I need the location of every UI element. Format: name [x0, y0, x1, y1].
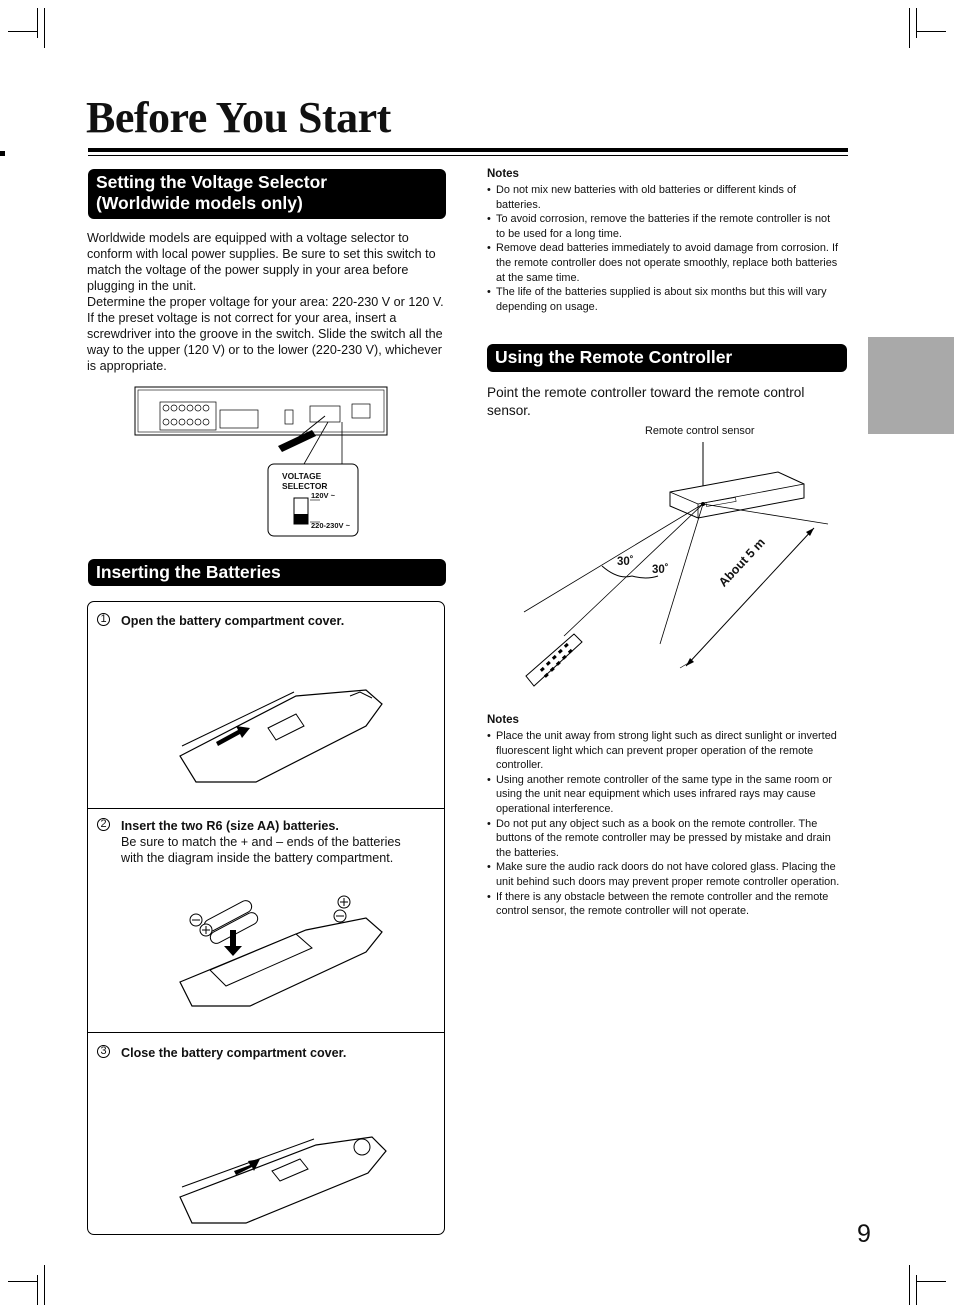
- voltage-120-text: 120V: [311, 491, 329, 500]
- step-title: Open the battery compartment cover.: [121, 614, 345, 628]
- step-number: 2: [97, 818, 110, 831]
- crop-mark: [44, 1265, 45, 1305]
- voltage-220-text: 220-230V: [311, 521, 344, 530]
- step-title: Close the battery compartment cover.: [121, 1046, 347, 1060]
- page-title: Before You Start: [86, 93, 391, 142]
- step-description: Be sure to match the + and – ends of the batteries with the diagram inside the battery compartment.: [121, 835, 401, 865]
- voltage-selector-label: [282, 471, 327, 491]
- step-divider: [88, 808, 444, 809]
- section-side-tab: [868, 337, 954, 434]
- note-item: • Do not put any object such as a book on the remote controller. The buttons of the remote controller may be pressed by mistake and drain the batteries.: [487, 817, 843, 861]
- voltage-para2: Determine the proper voltage for your area: 220-230 V or 120 V. If the preset voltage is not correct for your area, insert a screwdriver into the groove in the switch. Slide the switch all the way to the upper (120 V) or to the lower (220-230 V), whichever is appropriate.: [87, 295, 444, 373]
- crop-mark: [44, 8, 45, 48]
- title-rule: [88, 148, 848, 152]
- notes-top-list: [487, 183, 842, 314]
- crop-mark: [916, 8, 917, 38]
- distance-label: About 5 m: [716, 535, 768, 590]
- crop-mark: [916, 31, 946, 32]
- notes-bottom: [487, 714, 843, 919]
- step-divider: [88, 1032, 444, 1033]
- batteries-heading-text: Inserting the Batteries: [96, 562, 281, 582]
- notes-bottom-heading: Notes: [487, 714, 519, 726]
- step-title: Insert the two R6 (size AA) batteries.: [121, 819, 339, 833]
- note-item: • To avoid corrosion, remove the batteries if the remote controller is not to be used for a long time.: [487, 212, 842, 241]
- angle-right-label: 30˚: [652, 564, 669, 576]
- voltage-text: [87, 230, 447, 374]
- crop-mark: [8, 31, 38, 32]
- note-item: • Do not mix new batteries with old batteries or different kinds of batteries.: [487, 183, 842, 212]
- angle-left-label: 30˚: [617, 556, 634, 568]
- note-item: • Make sure the audio rack doors do not have colored glass. Placing the unit behind such doors may prevent proper remote controller operation.: [487, 860, 843, 889]
- step-number: 1: [97, 613, 110, 626]
- voltage-label-line2: SELECTOR: [282, 481, 328, 491]
- voltage-120-label: 120V ~: [311, 491, 335, 500]
- rear-panel-illustration: [130, 382, 392, 542]
- voltage-heading-line2: (Worldwide models only): [96, 193, 303, 213]
- notes-bottom-list: [487, 729, 843, 919]
- crop-mark: [909, 1265, 910, 1305]
- sensor-label: Remote control sensor: [645, 425, 755, 437]
- remote-range-diagram: [514, 436, 844, 696]
- crop-mark: [37, 8, 38, 38]
- remote-insert-batteries-illustration: [176, 890, 390, 1010]
- note-item: • If there is any obstacle between the remote controller and the remote control sensor, the remote controller will not operate.: [487, 890, 843, 919]
- voltage-label-line1: VOLTAGE: [282, 471, 322, 481]
- step-number: 3: [97, 1045, 110, 1058]
- remote-close-cover-illustration: [176, 1117, 390, 1227]
- note-item: • Place the unit away from strong light such as direct sunlight or inverted fluorescent light which can prevent proper operation of the remote controller.: [487, 729, 843, 773]
- notes-top-heading: Notes: [487, 168, 519, 180]
- crop-mark: [916, 1281, 946, 1282]
- note-item: • Remove dead batteries immediately to avoid damage from corrosion. If the remote controller does not operate smoothly, replace both batteries at the same time.: [487, 241, 842, 285]
- crop-mark: [8, 1281, 38, 1282]
- registration-mark: [0, 151, 5, 156]
- note-item: • The life of the batteries supplied is about six months but this will vary depending on usage.: [487, 285, 842, 314]
- remote-intro: Point the remote controller toward the remote control sensor.: [487, 385, 805, 418]
- voltage-heading-line1: Setting the Voltage Selector: [96, 172, 328, 192]
- crop-mark: [909, 8, 910, 48]
- voltage-para1: Worldwide models are equipped with a voltage selector to conform with local power supplies. Be sure to set this switch to match the voltage of the power supply in your area before plugging in the unit.: [87, 231, 436, 293]
- voltage-heading: [88, 169, 446, 219]
- crop-mark: [916, 1275, 917, 1305]
- note-item: • Using another remote controller of the same type in the same room or using the unit near equipment which uses infrared rays may cause operational interference.: [487, 773, 843, 817]
- remote-open-cover-illustration: [176, 686, 390, 786]
- remote-heading: [487, 344, 847, 372]
- notes-top: [487, 168, 842, 314]
- title-rule-thin: [88, 155, 848, 156]
- remote-heading-text: Using the Remote Controller: [495, 347, 733, 367]
- crop-mark: [37, 1275, 38, 1305]
- batteries-heading: [88, 559, 446, 586]
- battery-steps-box: [87, 601, 445, 1235]
- voltage-220-label: 220-230V ~: [311, 521, 350, 530]
- page-number: 9: [857, 1220, 871, 1248]
